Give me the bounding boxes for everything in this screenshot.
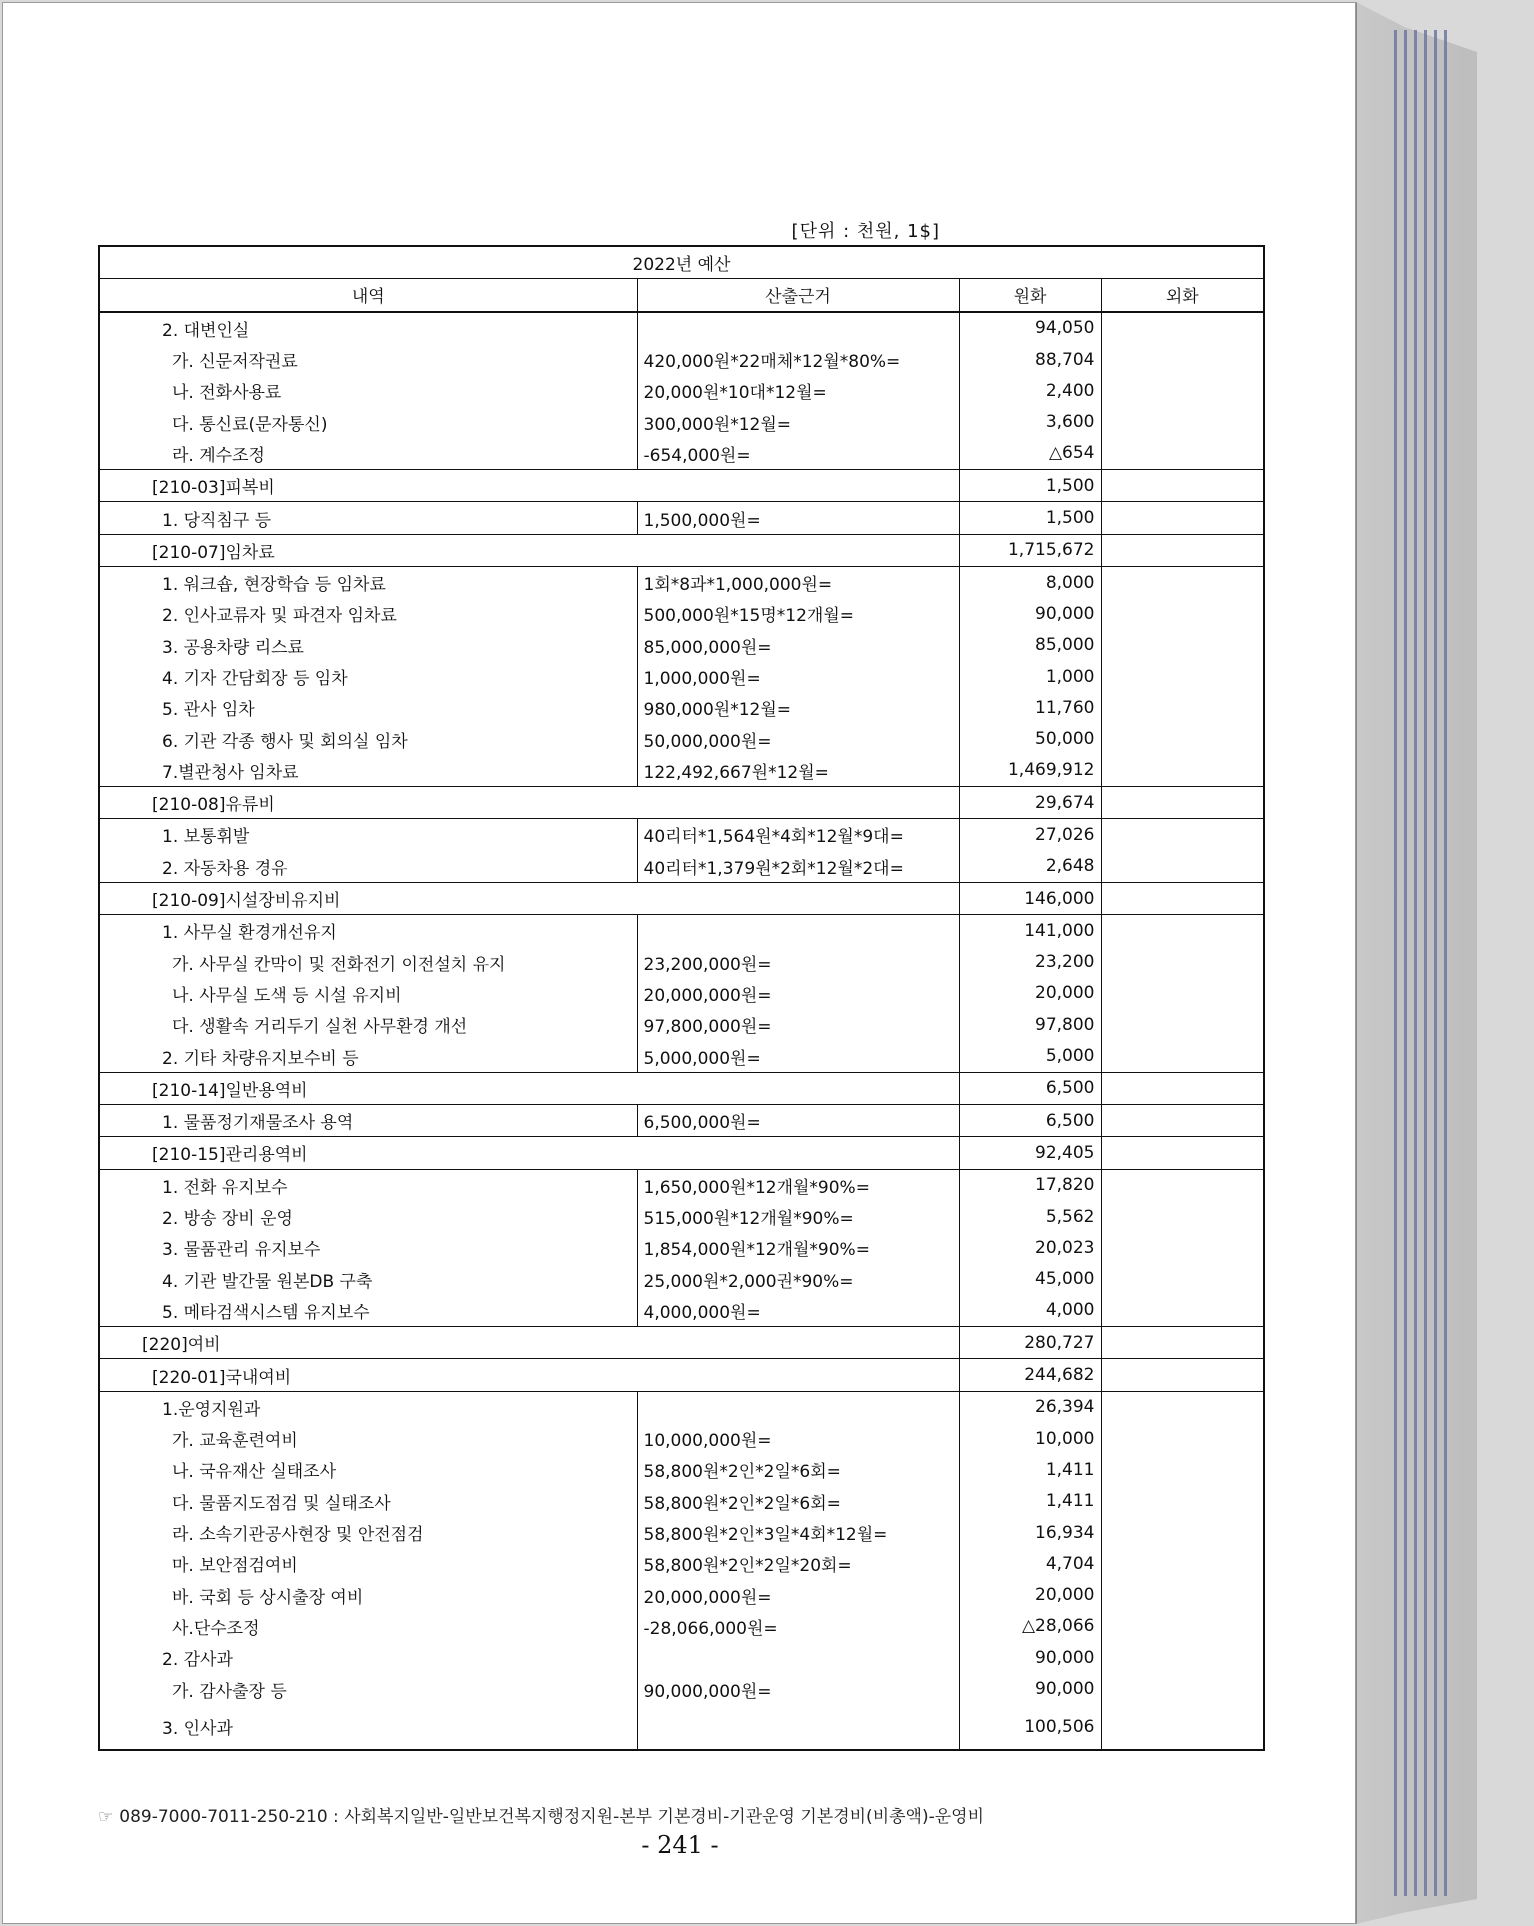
row-item: 2. 방송 장비 운영	[99, 1201, 637, 1232]
row-krw: 26,394	[959, 1391, 1101, 1423]
row-krw: 141,000	[959, 915, 1101, 947]
row-item: 가. 감사출장 등	[99, 1673, 637, 1704]
page-edge-line	[1414, 30, 1417, 1896]
row-item: [220]여비	[99, 1327, 959, 1359]
row-fx	[1101, 534, 1264, 566]
row-item: 1. 워크숍, 현장학습 등 임차료	[99, 566, 637, 598]
document-page	[2, 2, 1356, 1924]
table-row	[99, 1201, 1264, 1232]
row-basis: 420,000원*22매체*12월*80%=	[637, 344, 959, 375]
row-fx	[1101, 406, 1264, 437]
row-fx	[1101, 851, 1264, 883]
row-item: 3. 물품관리 유지보수	[99, 1232, 637, 1263]
row-fx	[1101, 1169, 1264, 1201]
row-fx	[1101, 1072, 1264, 1104]
row-basis: 10,000,000원=	[637, 1423, 959, 1454]
row-basis: 40리터*1,564원*4회*12월*9대=	[637, 819, 959, 851]
row-fx	[1101, 1009, 1264, 1040]
row-basis: 58,800원*2인*2일*20회=	[637, 1548, 959, 1579]
row-item: [210-08]유류비	[99, 787, 959, 819]
row-fx	[1101, 375, 1264, 406]
row-basis	[637, 915, 959, 947]
row-fx	[1101, 787, 1264, 819]
row-item: 6. 기관 각종 행사 및 회의실 임차	[99, 723, 637, 754]
table-row	[99, 1486, 1264, 1517]
table-row	[99, 661, 1264, 692]
row-basis	[637, 1391, 959, 1423]
page-stack-edge	[1356, 0, 1534, 1926]
table-row	[99, 1169, 1264, 1201]
row-item: 4. 기관 발간물 원본DB 구축	[99, 1264, 637, 1295]
row-krw: 97,800	[959, 1009, 1101, 1040]
row-basis: 1,854,000원*12개월*90%=	[637, 1232, 959, 1263]
table-row	[99, 1611, 1264, 1642]
row-fx	[1101, 1642, 1264, 1673]
page-edge-line	[1394, 30, 1397, 1896]
row-item: 라. 소속기관공사현장 및 안전점검	[99, 1517, 637, 1548]
row-krw: 2,400	[959, 375, 1101, 406]
row-item: 1. 보통휘발	[99, 819, 637, 851]
header-fx: 외화	[1101, 279, 1264, 312]
row-krw: 100,506	[959, 1705, 1101, 1750]
row-basis: -654,000원=	[637, 438, 959, 470]
row-fx	[1101, 882, 1264, 914]
table-header-row	[99, 279, 1264, 312]
row-fx	[1101, 692, 1264, 723]
row-fx	[1101, 1391, 1264, 1423]
row-item: 가. 사무실 칸막이 및 전화전기 이전설치 유지	[99, 947, 637, 978]
row-basis: 515,000원*12개월*90%=	[637, 1201, 959, 1232]
table-row	[99, 1264, 1264, 1295]
row-item: 나. 사무실 도색 등 시설 유지비	[99, 978, 637, 1009]
table-row	[99, 1673, 1264, 1704]
table-row	[99, 692, 1264, 723]
row-item: 다. 물품지도점검 및 실태조사	[99, 1486, 637, 1517]
row-item: 5. 메타검색시스템 유지보수	[99, 1295, 637, 1327]
row-basis: 40리터*1,379원*2회*12월*2대=	[637, 851, 959, 883]
header-krw: 원화	[959, 279, 1101, 312]
row-fx	[1101, 1548, 1264, 1579]
row-fx	[1101, 598, 1264, 629]
row-basis: 58,800원*2인*2일*6회=	[637, 1454, 959, 1485]
row-fx	[1101, 947, 1264, 978]
table-row	[99, 1517, 1264, 1548]
row-item: 2. 기타 차량유지보수비 등	[99, 1040, 637, 1072]
table-row	[99, 1295, 1264, 1327]
row-fx	[1101, 470, 1264, 502]
row-krw: 2,648	[959, 851, 1101, 883]
table-row	[99, 502, 1264, 534]
row-item: 가. 교육훈련여비	[99, 1423, 637, 1454]
row-item: 3. 인사과	[99, 1705, 637, 1750]
table-row	[99, 1072, 1264, 1104]
row-basis: 50,000,000원=	[637, 723, 959, 754]
row-basis	[637, 1642, 959, 1673]
row-basis: 90,000,000원=	[637, 1673, 959, 1704]
row-krw: 90,000	[959, 1673, 1101, 1704]
row-fx	[1101, 630, 1264, 661]
row-krw: 1,715,672	[959, 534, 1101, 566]
row-krw: 92,405	[959, 1137, 1101, 1169]
table-row	[99, 915, 1264, 947]
row-item: 나. 전화사용료	[99, 375, 637, 406]
row-krw: 23,200	[959, 947, 1101, 978]
table-row	[99, 598, 1264, 629]
row-krw: 6,500	[959, 1072, 1101, 1104]
row-item: 1. 사무실 환경개선유지	[99, 915, 637, 947]
row-basis: 500,000원*15명*12개월=	[637, 598, 959, 629]
row-fx	[1101, 1359, 1264, 1391]
row-basis: 6,500,000원=	[637, 1105, 959, 1137]
row-fx	[1101, 1232, 1264, 1263]
row-krw: 16,934	[959, 1517, 1101, 1548]
row-basis: 85,000,000원=	[637, 630, 959, 661]
row-krw: 90,000	[959, 1642, 1101, 1673]
row-basis	[637, 312, 959, 344]
row-krw: 8,000	[959, 566, 1101, 598]
row-krw: 90,000	[959, 598, 1101, 629]
row-basis: 97,800,000원=	[637, 1009, 959, 1040]
header-basis: 산출근거	[637, 279, 959, 312]
row-basis: 58,800원*2인*3일*4회*12월=	[637, 1517, 959, 1548]
table-row	[99, 1705, 1264, 1750]
row-item: 나. 국유재산 실태조사	[99, 1454, 637, 1485]
table-row	[99, 1040, 1264, 1072]
table-row	[99, 534, 1264, 566]
unit-label: [단위 : 천원, 1$]	[791, 221, 940, 242]
row-krw: 244,682	[959, 1359, 1101, 1391]
table-row	[99, 851, 1264, 883]
table-row	[99, 375, 1264, 406]
row-basis: 1회*8과*1,000,000원=	[637, 566, 959, 598]
row-krw: 1,411	[959, 1454, 1101, 1485]
row-item: 2. 자동차용 경유	[99, 851, 637, 883]
row-item: 바. 국회 등 상시출장 여비	[99, 1579, 637, 1610]
row-item: 다. 생활속 거리두기 실천 사무환경 개선	[99, 1009, 637, 1040]
row-item: [210-14]일반용역비	[99, 1072, 959, 1104]
row-krw: 85,000	[959, 630, 1101, 661]
row-krw: 1,469,912	[959, 755, 1101, 787]
table-row	[99, 406, 1264, 437]
budget-table	[98, 245, 1265, 1751]
row-item: [210-07]임차료	[99, 534, 959, 566]
row-krw: 4,000	[959, 1295, 1101, 1327]
row-basis: 122,492,667원*12월=	[637, 755, 959, 787]
row-basis	[637, 1705, 959, 1750]
row-krw: 1,000	[959, 661, 1101, 692]
table-row	[99, 1327, 1264, 1359]
row-fx	[1101, 1705, 1264, 1750]
table-row	[99, 947, 1264, 978]
row-krw: △28,066	[959, 1611, 1101, 1642]
row-item: 1. 당직침구 등	[99, 502, 637, 534]
row-krw: 5,000	[959, 1040, 1101, 1072]
row-item: 2. 인사교류자 및 파견자 임차료	[99, 598, 637, 629]
row-basis: 20,000,000원=	[637, 1579, 959, 1610]
row-basis: 4,000,000원=	[637, 1295, 959, 1327]
row-basis: 1,650,000원*12개월*90%=	[637, 1169, 959, 1201]
row-basis: 20,000,000원=	[637, 978, 959, 1009]
table-row	[99, 344, 1264, 375]
row-fx	[1101, 1486, 1264, 1517]
row-krw: 1,411	[959, 1486, 1101, 1517]
row-fx	[1101, 1105, 1264, 1137]
row-basis: 300,000원*12월=	[637, 406, 959, 437]
row-item: [220-01]국내여비	[99, 1359, 959, 1391]
row-fx	[1101, 1579, 1264, 1610]
row-krw: 94,050	[959, 312, 1101, 344]
table-row	[99, 470, 1264, 502]
table-row	[99, 1579, 1264, 1610]
row-item: 라. 계수조정	[99, 438, 637, 470]
table-title: 2022년 예산	[99, 246, 1264, 279]
table-row	[99, 438, 1264, 470]
row-krw: 88,704	[959, 344, 1101, 375]
row-fx	[1101, 819, 1264, 851]
row-fx	[1101, 566, 1264, 598]
row-fx	[1101, 915, 1264, 947]
row-fx	[1101, 978, 1264, 1009]
row-fx	[1101, 1611, 1264, 1642]
row-item: 7.별관청사 임차료	[99, 755, 637, 787]
table-row	[99, 1454, 1264, 1485]
row-krw: 146,000	[959, 882, 1101, 914]
row-item: 5. 관사 임차	[99, 692, 637, 723]
table-row	[99, 819, 1264, 851]
row-krw: 20,023	[959, 1232, 1101, 1263]
row-krw: 27,026	[959, 819, 1101, 851]
row-item: 3. 공용차량 리스료	[99, 630, 637, 661]
row-krw: 50,000	[959, 723, 1101, 754]
row-basis: 58,800원*2인*2일*6회=	[637, 1486, 959, 1517]
row-fx	[1101, 502, 1264, 534]
row-fx	[1101, 344, 1264, 375]
row-fx	[1101, 1264, 1264, 1295]
row-basis: 5,000,000원=	[637, 1040, 959, 1072]
table-row	[99, 978, 1264, 1009]
row-krw: 20,000	[959, 1579, 1101, 1610]
footnote	[98, 1802, 984, 1827]
table-row	[99, 882, 1264, 914]
table-body	[99, 312, 1264, 1750]
row-krw: 20,000	[959, 978, 1101, 1009]
table-row	[99, 1105, 1264, 1137]
row-item: 1.운영지원과	[99, 1391, 637, 1423]
row-fx	[1101, 1327, 1264, 1359]
row-krw: 3,600	[959, 406, 1101, 437]
row-krw: 5,562	[959, 1201, 1101, 1232]
row-basis: -28,066,000원=	[637, 1611, 959, 1642]
table-row	[99, 1137, 1264, 1169]
row-item: 1. 전화 유지보수	[99, 1169, 637, 1201]
row-krw: 6,500	[959, 1105, 1101, 1137]
pointing-hand-icon: ☞	[98, 1807, 114, 1827]
row-fx	[1101, 1201, 1264, 1232]
row-item: 사.단수조정	[99, 1611, 637, 1642]
table-row	[99, 1232, 1264, 1263]
row-fx	[1101, 755, 1264, 787]
table-row	[99, 755, 1264, 787]
row-basis: 25,000원*2,000권*90%=	[637, 1264, 959, 1295]
row-fx	[1101, 1454, 1264, 1485]
row-item: 다. 통신료(문자통신)	[99, 406, 637, 437]
row-fx	[1101, 661, 1264, 692]
row-krw: 45,000	[959, 1264, 1101, 1295]
row-krw: 11,760	[959, 692, 1101, 723]
footnote-text: 089-7000-7011-250-210 : 사회복지일반-일반보건복지행정지원-본부 기본경비-기관운영 기본경비(비총액)-운영비	[119, 1807, 984, 1827]
header-item: 내역	[99, 279, 637, 312]
row-item: 2. 감사과	[99, 1642, 637, 1673]
table-row	[99, 1391, 1264, 1423]
table-row	[99, 723, 1264, 754]
table-row	[99, 630, 1264, 661]
page-number: - 241 -	[641, 1831, 719, 1859]
row-fx	[1101, 1295, 1264, 1327]
table-row	[99, 312, 1264, 344]
row-fx	[1101, 1517, 1264, 1548]
table-row	[99, 1009, 1264, 1040]
row-fx	[1101, 1673, 1264, 1704]
row-item: 1. 물품정기재물조사 용역	[99, 1105, 637, 1137]
table-row	[99, 1548, 1264, 1579]
row-krw: △654	[959, 438, 1101, 470]
row-fx	[1101, 438, 1264, 470]
row-krw: 4,704	[959, 1548, 1101, 1579]
row-basis: 980,000원*12월=	[637, 692, 959, 723]
table-row	[99, 787, 1264, 819]
page-edge-line	[1404, 30, 1407, 1896]
row-fx	[1101, 1423, 1264, 1454]
table-row	[99, 566, 1264, 598]
page-edge-line	[1444, 30, 1447, 1896]
row-item: 가. 신문저작권료	[99, 344, 637, 375]
row-fx	[1101, 1137, 1264, 1169]
row-krw: 29,674	[959, 787, 1101, 819]
page-edge-line	[1424, 30, 1427, 1896]
row-fx	[1101, 1040, 1264, 1072]
table-row	[99, 1359, 1264, 1391]
row-item: [210-15]관리용역비	[99, 1137, 959, 1169]
row-krw: 10,000	[959, 1423, 1101, 1454]
row-basis: 23,200,000원=	[637, 947, 959, 978]
table-title-row	[99, 246, 1264, 279]
row-fx	[1101, 723, 1264, 754]
row-krw: 280,727	[959, 1327, 1101, 1359]
row-item: 마. 보안점검여비	[99, 1548, 637, 1579]
page-edge-line	[1434, 30, 1437, 1896]
row-item: 2. 대변인실	[99, 312, 637, 344]
row-basis: 20,000원*10대*12월=	[637, 375, 959, 406]
row-item: 4. 기자 간담회장 등 임차	[99, 661, 637, 692]
row-item: [210-09]시설장비유지비	[99, 882, 959, 914]
table-row	[99, 1642, 1264, 1673]
row-fx	[1101, 312, 1264, 344]
row-basis: 1,500,000원=	[637, 502, 959, 534]
row-item: [210-03]피복비	[99, 470, 959, 502]
row-krw: 1,500	[959, 502, 1101, 534]
row-basis: 1,000,000원=	[637, 661, 959, 692]
row-krw: 1,500	[959, 470, 1101, 502]
table-row	[99, 1423, 1264, 1454]
row-krw: 17,820	[959, 1169, 1101, 1201]
